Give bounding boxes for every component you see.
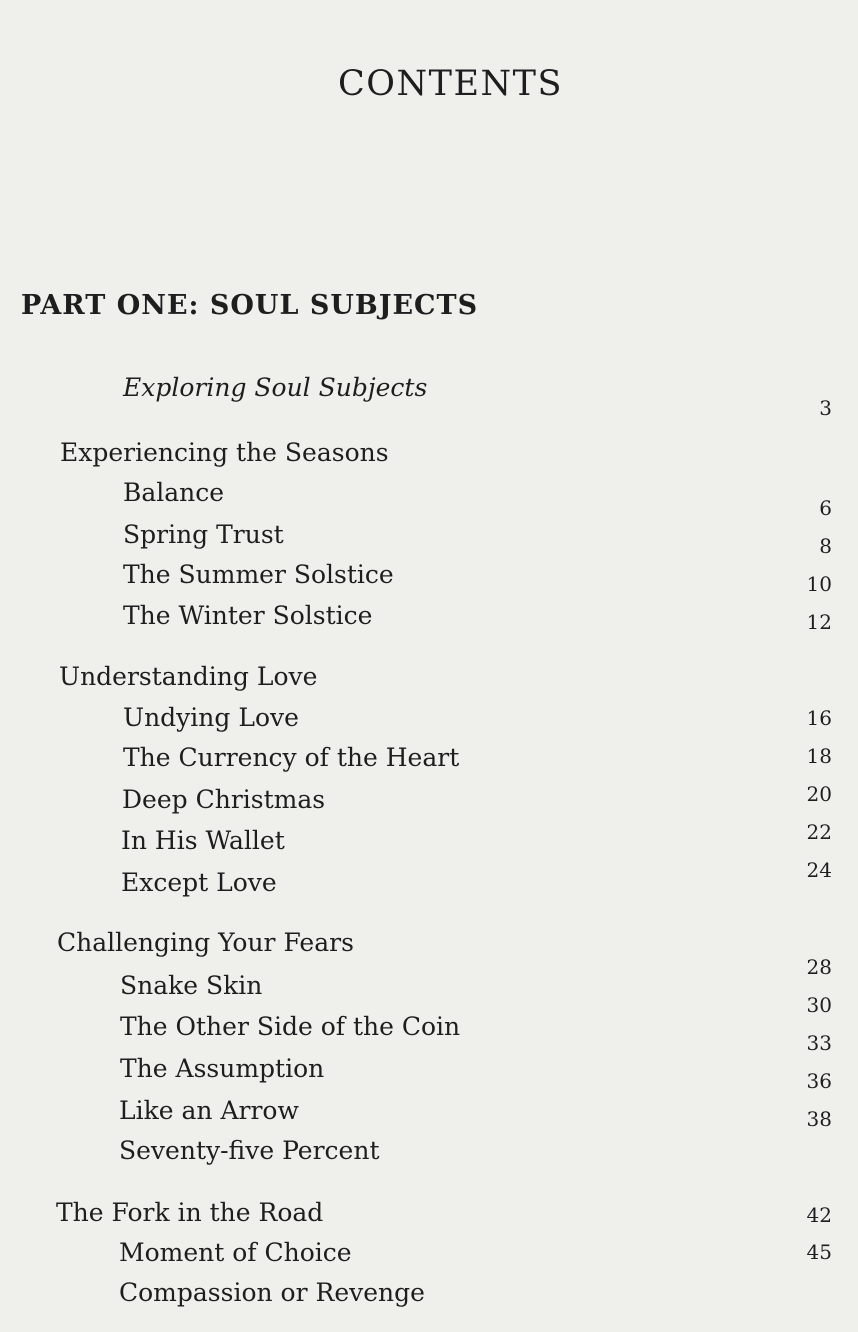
toc-entry-page: 3 bbox=[819, 396, 832, 420]
toc-entry-title: Compassion or Revenge bbox=[119, 1278, 425, 1307]
toc-entry-page: 45 bbox=[806, 1240, 832, 1264]
toc-entry-title: Seventy-five Percent bbox=[119, 1136, 380, 1165]
toc-section-title: Understanding Love bbox=[59, 662, 318, 691]
toc-entry-title: The Other Side of the Coin bbox=[120, 1012, 461, 1041]
toc-entry-page: 28 bbox=[806, 955, 832, 979]
toc-entry-page: 18 bbox=[806, 744, 832, 768]
toc-entry-title: Snake Skin bbox=[120, 971, 263, 1000]
toc-entry-page: 30 bbox=[806, 993, 832, 1017]
toc-entry-page: 20 bbox=[806, 782, 832, 806]
toc-entry-title: Moment of Choice bbox=[119, 1238, 352, 1267]
toc-entry-title: The Summer Solstice bbox=[123, 560, 394, 589]
toc-entry-title: The Assumption bbox=[120, 1054, 325, 1083]
toc-entry-page: 10 bbox=[806, 572, 832, 596]
toc-entry-title: Deep Christmas bbox=[122, 785, 326, 814]
toc-entry-page: 16 bbox=[806, 706, 832, 730]
toc-entry-page: 12 bbox=[806, 610, 832, 634]
toc-section-title: Experiencing the Seasons bbox=[60, 438, 389, 467]
toc-entry-title: The Currency of the Heart bbox=[123, 743, 460, 772]
toc-entry-title: Undying Love bbox=[123, 703, 299, 732]
toc-entry-page: 22 bbox=[806, 820, 832, 844]
toc-entry-page: 42 bbox=[806, 1203, 832, 1227]
toc-entry-page: 36 bbox=[806, 1069, 832, 1093]
toc-entry-page: 6 bbox=[819, 496, 832, 520]
page-title: CONTENTS bbox=[338, 64, 563, 104]
toc-entry-page: 24 bbox=[806, 858, 832, 882]
toc-entry-page: 33 bbox=[806, 1031, 832, 1055]
toc-entry-title: Balance bbox=[123, 478, 225, 507]
toc-entry-title: The Winter Solstice bbox=[123, 601, 373, 630]
toc-entry-page: 8 bbox=[819, 534, 832, 558]
toc-entry-title: Spring Trust bbox=[123, 520, 284, 549]
toc-entry-title: Exploring Soul Subjects bbox=[123, 373, 428, 402]
toc-section-title: The Fork in the Road bbox=[56, 1198, 324, 1227]
toc-entry-page: 38 bbox=[806, 1107, 832, 1131]
toc-entry-title: In His Wallet bbox=[121, 826, 285, 855]
part-title: PART ONE: SOUL SUBJECTS bbox=[21, 290, 479, 321]
toc-entry-title: Except Love bbox=[121, 868, 277, 897]
toc-section-title: Challenging Your Fears bbox=[57, 928, 354, 957]
toc-entry-title: Like an Arrow bbox=[119, 1096, 299, 1125]
